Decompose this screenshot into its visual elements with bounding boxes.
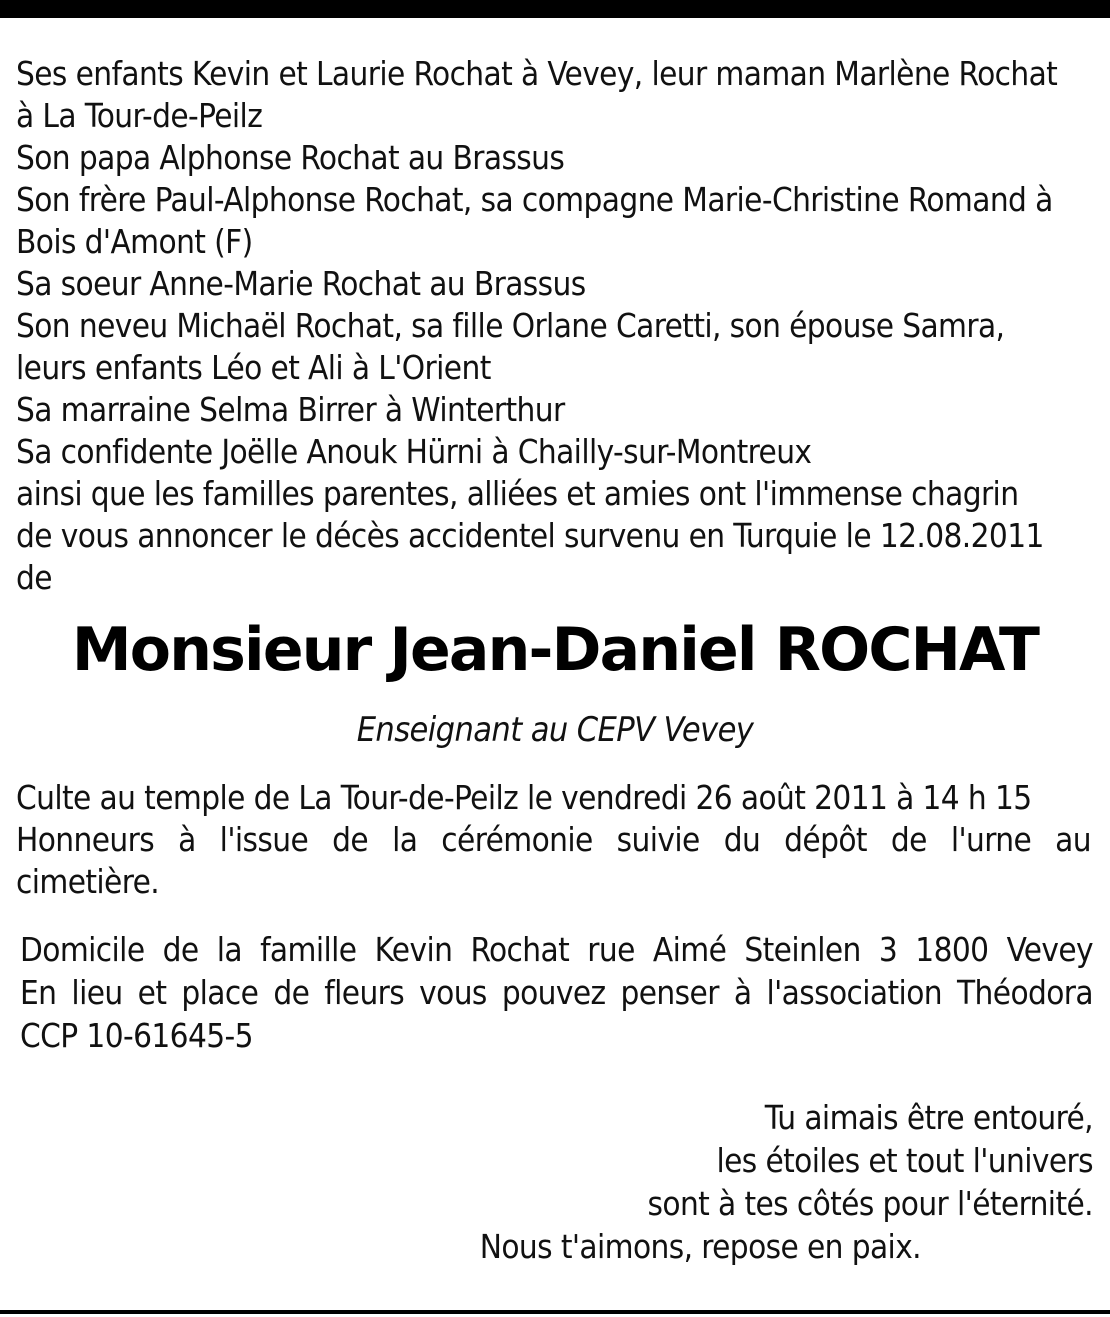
family-line: Son neveu Michaël Rochat, sa fille Orlane Caretti, son épouse Samra, bbox=[16, 306, 1005, 345]
family-line: Sa marraine Selma Birrer à Winterthur bbox=[16, 390, 565, 429]
contact-details bbox=[20, 928, 1093, 1057]
contact-line: Domicile de la famille Kevin Rochat rue Aimé Steinlen 3 1800 Vevey bbox=[20, 930, 1093, 969]
ceremony-line: Culte au temple de La Tour-de-Peilz le vendredi 26 août 2011 à 14 h 15 bbox=[16, 778, 1032, 817]
family-announcement bbox=[16, 53, 1101, 599]
contact-line: En lieu et place de fleurs vous pouvez penser à l'association Théodora bbox=[20, 973, 1093, 1012]
ceremony-details bbox=[16, 777, 1091, 903]
deceased-name: Monsieur Jean-Daniel ROCHAT bbox=[71, 615, 1039, 685]
contact-line: CCP 10-61645-5 bbox=[20, 1016, 253, 1055]
family-line: ainsi que les familles parentes, alliées et amies ont l'immense chagrin bbox=[16, 474, 1019, 513]
ceremony-line: Honneurs à l'issue de la cérémonie suivie du dépôt de l'urne au bbox=[16, 820, 1091, 859]
poem-line: les étoiles et tout l'univers bbox=[716, 1141, 1093, 1180]
family-line: à La Tour-de-Peilz bbox=[16, 96, 263, 135]
family-line: Ses enfants Kevin et Laurie Rochat à Vevey, leur maman Marlène Rochat bbox=[16, 54, 1058, 93]
family-line: de bbox=[16, 558, 52, 597]
poem-line: sont à tes côtés pour l'éternité. bbox=[647, 1184, 1093, 1223]
memorial-poem bbox=[300, 1096, 1093, 1268]
top-border-rule bbox=[0, 0, 1110, 18]
poem-line: Nous t'aimons, repose en paix. bbox=[479, 1227, 921, 1266]
family-line: Son frère Paul-Alphonse Rochat, sa compagne Marie-Christine Romand à bbox=[16, 180, 1053, 219]
bottom-border-rule bbox=[0, 1310, 1110, 1314]
ceremony-line: cimetière. bbox=[16, 862, 160, 901]
family-line: Son papa Alphonse Rochat au Brassus bbox=[16, 138, 565, 177]
family-line: Bois d'Amont (F) bbox=[16, 222, 253, 261]
poem-line: Tu aimais être entouré, bbox=[764, 1098, 1093, 1137]
deceased-profession: Enseignant au CEPV Vevey bbox=[356, 710, 754, 750]
family-line: Sa soeur Anne-Marie Rochat au Brassus bbox=[16, 264, 586, 303]
family-line: leurs enfants Léo et Ali à L'Orient bbox=[16, 348, 491, 387]
family-line: de vous annoncer le décès accidentel survenu en Turquie le 12.08.2011 bbox=[16, 516, 1044, 555]
family-line: Sa confidente Joëlle Anouk Hürni à Chailly-sur-Montreux bbox=[16, 432, 812, 471]
